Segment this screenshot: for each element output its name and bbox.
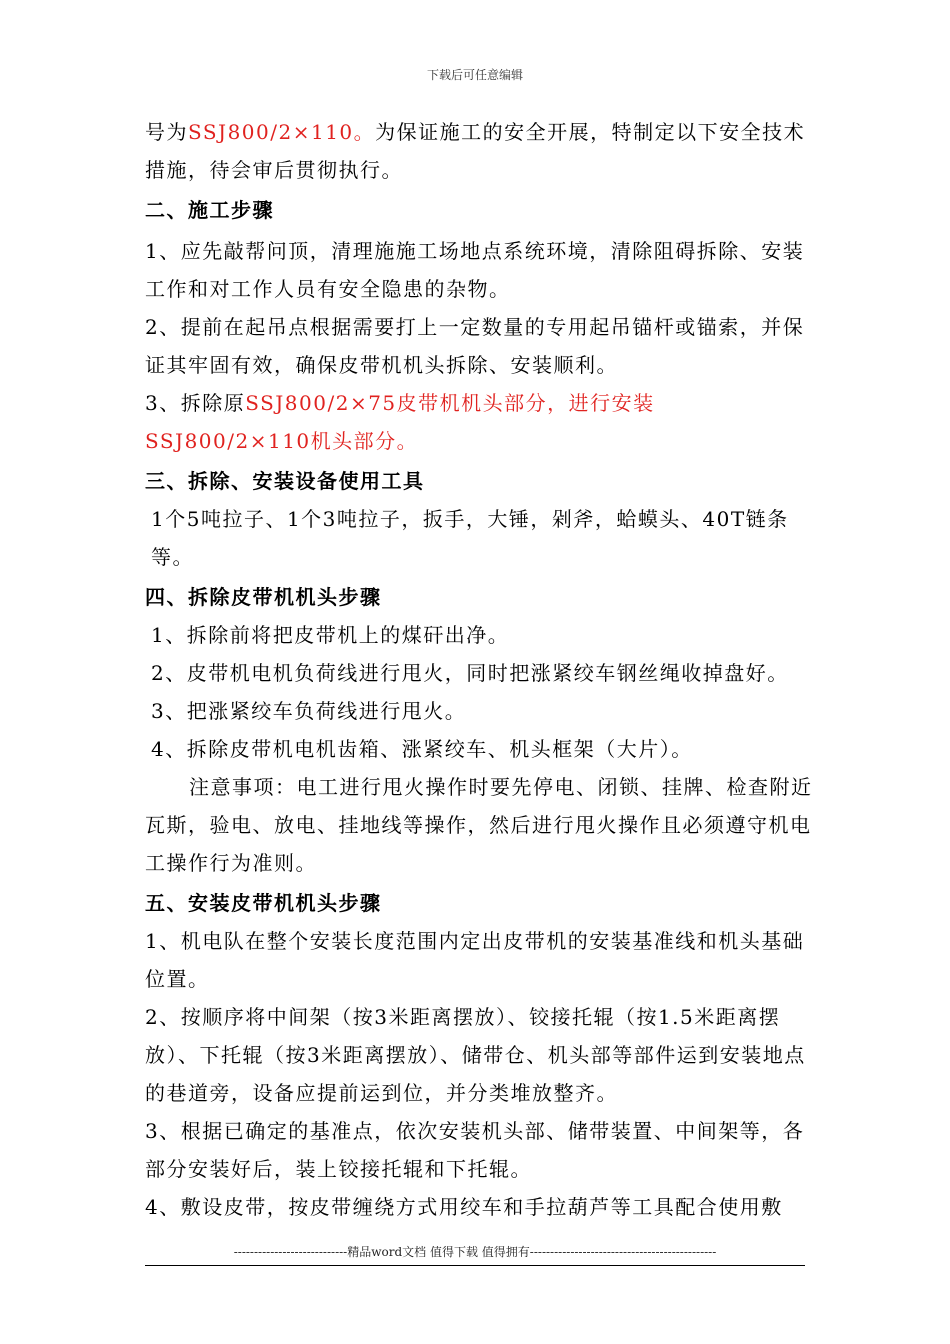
section-2-item-2: 2、提前在起吊点根据需要打上一定数量的专用起吊锚杆或锚索，并保证其牢固有效，确保皮带机机头拆除、安装顺利。 [145,315,805,377]
section-2-item-1: 1、应先敲帮问顶，清理施施工场地点系统环境，清除阻碍拆除、安装工作和对工作人员有安全隐患的杂物。 [145,239,805,301]
page-header: 下载后可任意编辑 [426,68,523,82]
section-5-heading: 五、安装皮带机机头步骤 [145,891,382,915]
intro-text-a: 号为 [145,120,188,144]
section-5-item-2: 2、按顺序将中间架（按3米距离摆放）、铰接托辊（按1.5米距离摆放）、下托辊（按3米距离摆放）、储带仓、机头部等部件运到安装地点的巷道旁，设备应提前运到位，并分类堆放整齐。 [145,1005,806,1105]
section-4-heading: 四、拆除皮带机机头步骤 [145,585,382,609]
section-4-item-2: 2、皮带机电机负荷线进行甩火，同时把涨紧绞车钢丝绳收掉盘好。 [151,661,789,685]
section-3-heading: 三、拆除、安装设备使用工具 [145,469,425,493]
section-3-tools: 1个5吨拉子、1个3吨拉子，扳手，大锤，剁斧，蛤蟆头、40T链条等。 [151,507,789,569]
section-4-item-1: 1、拆除前将把皮带机上的煤矸出净。 [151,623,510,647]
section-5-item-3: 3、根据已确定的基准点，依次安装机头部、储带装置、中间架等，各部分安装好后，装上铰接托辊和下托辊。 [145,1119,805,1181]
section-4-note: 注意事项：电工进行甩火操作时要先停电、闭锁、挂牌、检查附近瓦斯，验电、放电、挂地线等操作，然后进行甩火操作且必须遵守机电工操作行为准则。 [145,775,813,875]
section-4-item-3: 3、把涨紧绞车负荷线进行甩火。 [151,699,467,723]
section-2-item-3-text: 3、拆除原 [145,391,246,415]
section-4-item-4: 4、拆除皮带机电机齿箱、涨紧绞车、机头框架（大片）。 [151,737,693,761]
section-2-heading: 二、施工步骤 [145,198,274,222]
intro-model-highlight: SSJ800/2×110。 [188,120,376,144]
section-5-item-1: 1、机电队在整个安装长度范围内定出皮带机的安装基准线和机头基础位置。 [145,929,805,991]
section-5-item-4: 4、敷设皮带，按皮带缠绕方式用绞车和手拉葫芦等工具配合使用敷 [145,1195,783,1219]
intro-paragraph [145,113,815,189]
page-footer: ----------------------------精品word文档 值得下载 值得拥有---------------------------------------------- [233,1245,717,1259]
section-2-item-3 [145,384,815,460]
section-2-item-3-highlight: SSJ800/2×75皮带机机头部分，进行安装SSJ800/2×110机头部分。 [145,391,655,453]
footer-divider [145,1265,805,1266]
intro-text-b: 为保证施工的安全开展，特制定以下安全技术措施，待会审后贯彻执行。 [145,120,806,182]
document-body [145,113,815,1226]
